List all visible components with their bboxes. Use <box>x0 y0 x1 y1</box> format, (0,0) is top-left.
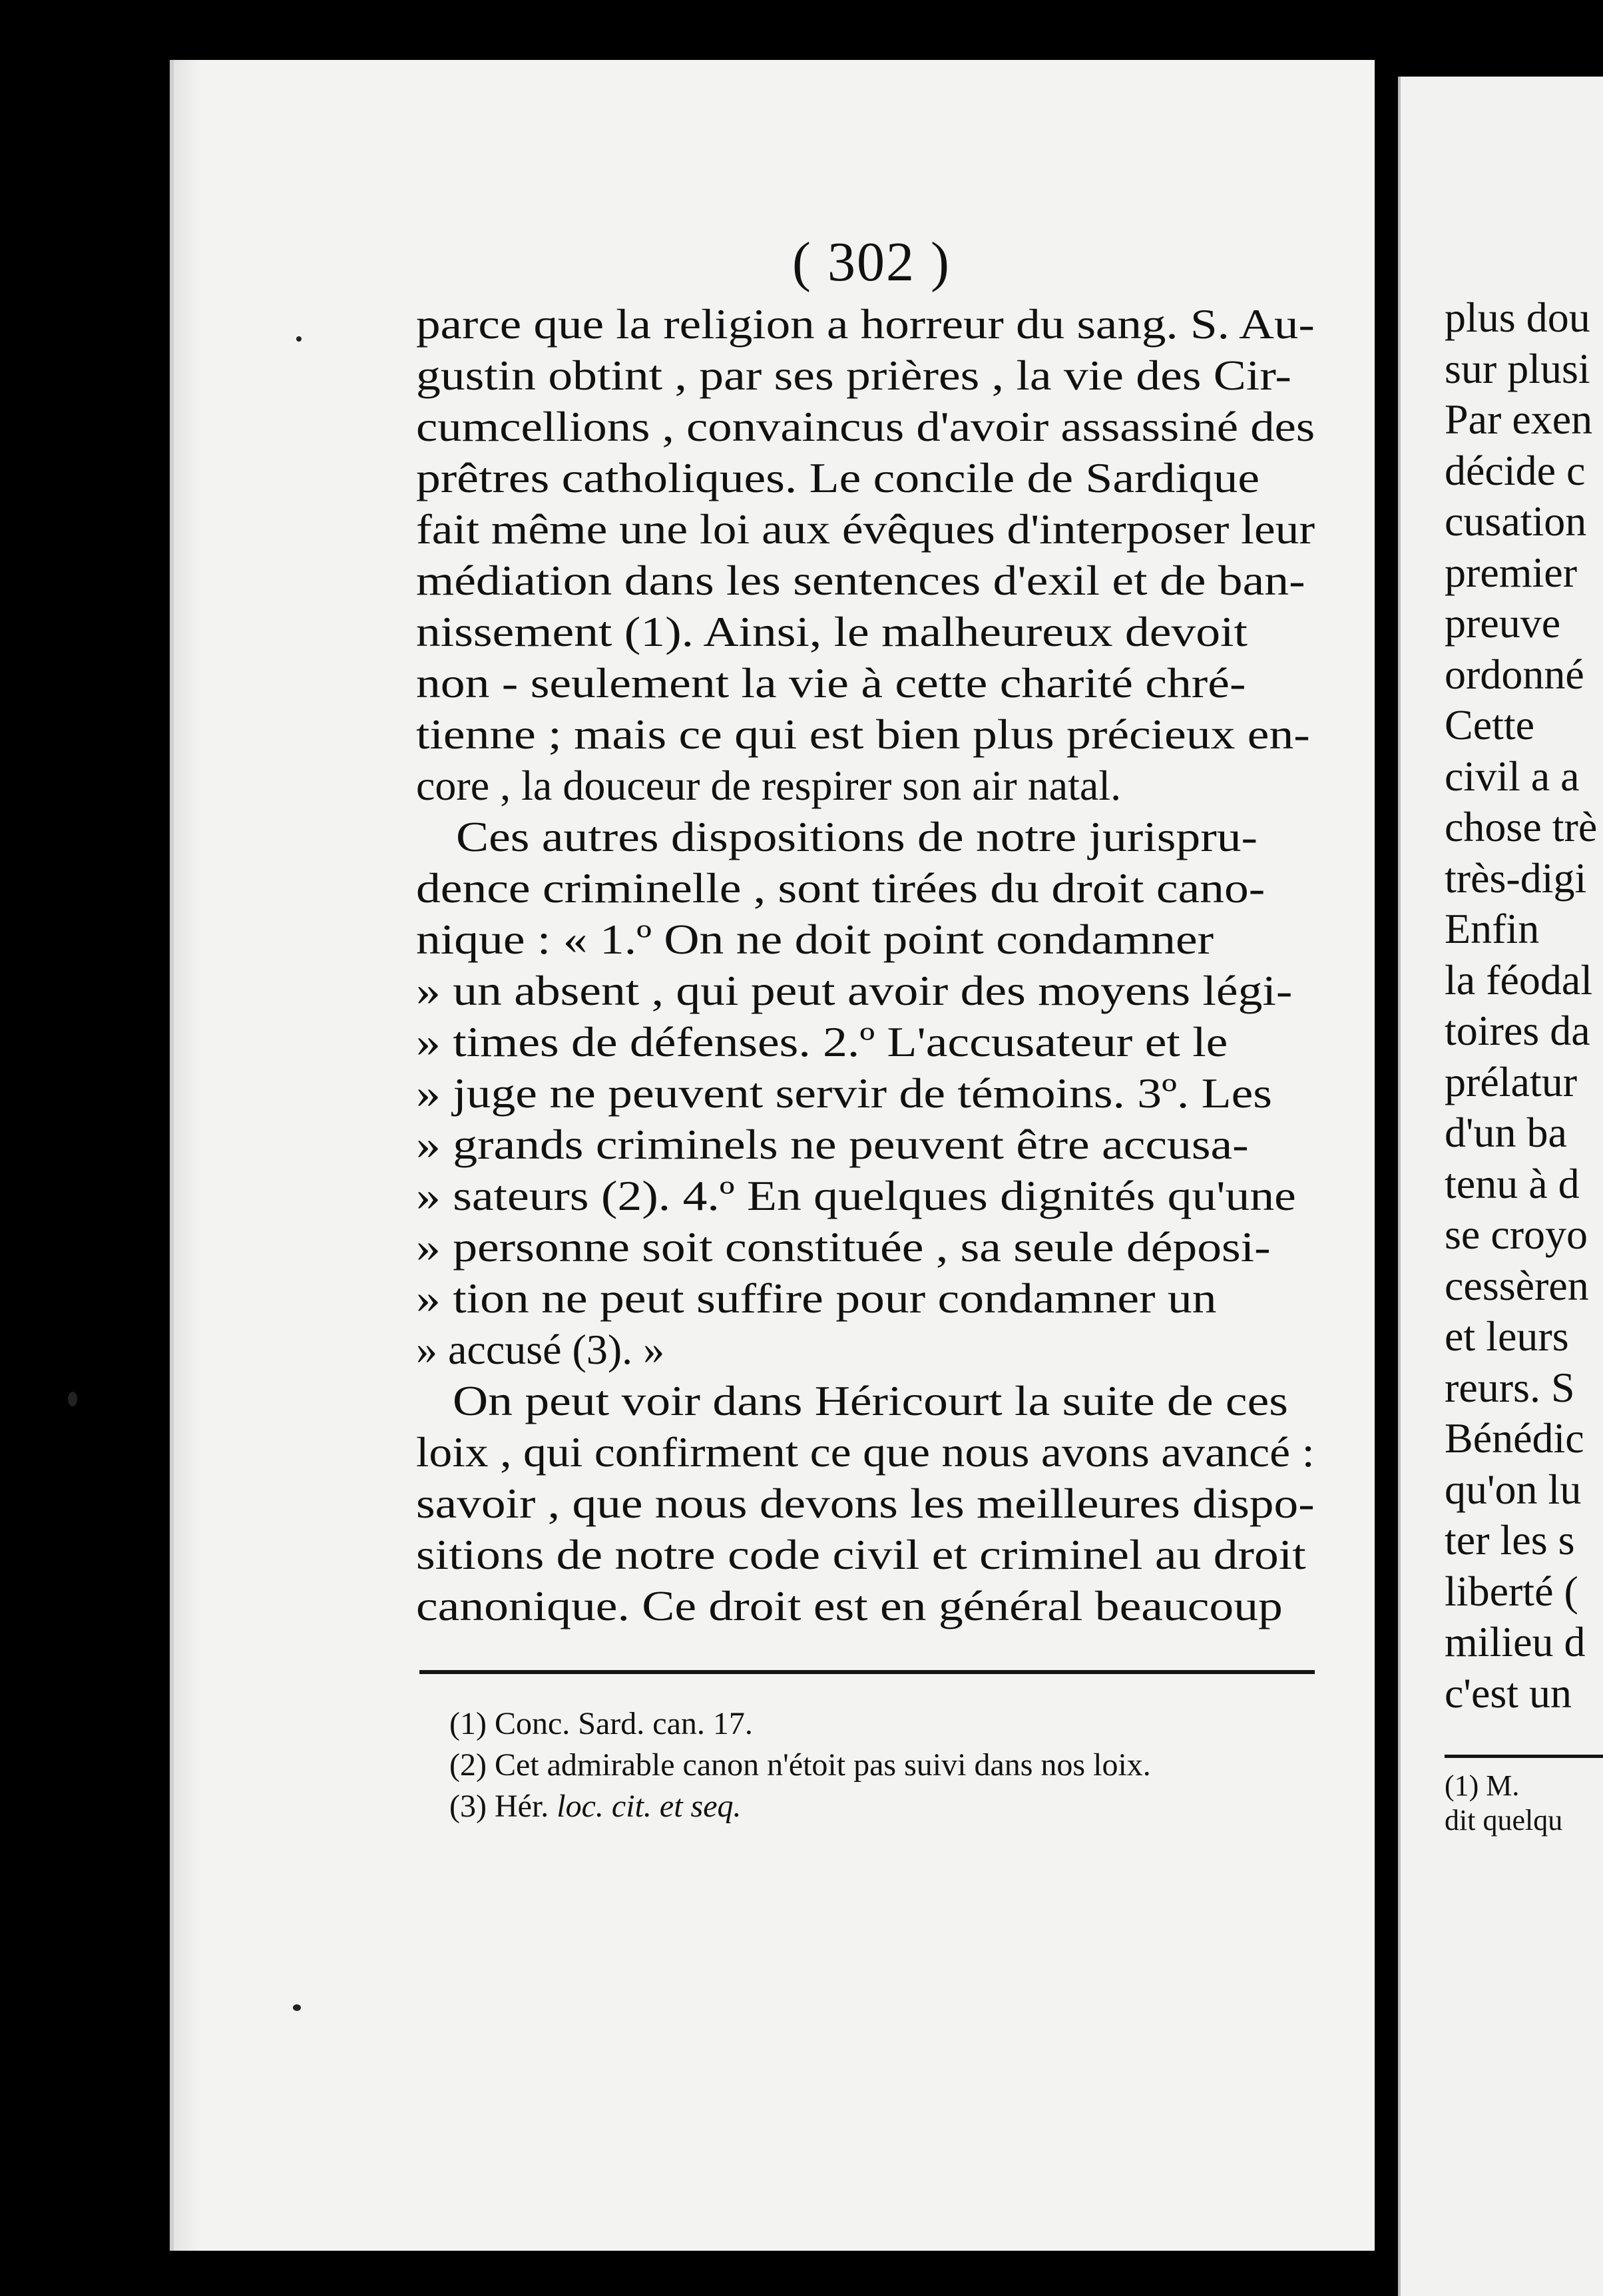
right-text-line: liberté ( <box>1445 1567 1578 1615</box>
right-text-line: cessèren <box>1445 1261 1589 1309</box>
text-line: canonique. Ce droit est en général beaucoup <box>416 1582 1283 1629</box>
right-page-body-text <box>1445 296 1603 1761</box>
right-text-line: Enfin <box>1445 905 1540 952</box>
footnote <box>449 1749 1151 1781</box>
text-line: cumcellions , convaincus d'avoir assassiné des <box>416 403 1315 450</box>
footnote-separator-rule <box>419 1670 1315 1674</box>
text-line: fait même une loi aux évêques d'interposer leur <box>416 505 1315 553</box>
right-text-line: milieu d <box>1445 1618 1586 1665</box>
text-line: » un absent , qui peut avoir des moyens légi- <box>416 967 1293 1014</box>
footnote <box>449 1791 742 1823</box>
text-line: » grands criminels ne peuvent être accusa- <box>416 1121 1249 1168</box>
text-line: prêtres catholiques. Le concile de Sardique <box>416 454 1260 501</box>
right-text-line: d'un ba <box>1445 1109 1567 1156</box>
text-line: savoir , que nous devons les meilleures dispo- <box>416 1480 1315 1527</box>
text-line: » times de défenses. 2.º L'accusateur et le <box>416 1018 1228 1065</box>
right-text-line: ordonné <box>1445 650 1584 698</box>
footnote-number: (3) <box>449 1789 495 1824</box>
text-line: nissement (1). Ainsi, le malheureux devoit <box>416 608 1248 655</box>
footnote-number: (1) <box>449 1706 495 1741</box>
right-text-line: sur plusi <box>1445 344 1590 392</box>
right-text-line: décide c <box>1445 446 1586 494</box>
right-text-line: cusation <box>1445 497 1587 545</box>
right-footnote-line: dit quelqu <box>1445 1804 1563 1837</box>
text-line: sitions de notre code civil et criminel au droit <box>416 1531 1306 1578</box>
footnote-number: (2) <box>449 1747 495 1783</box>
right-text-line: premier <box>1445 548 1577 596</box>
right-text-line: et leurs <box>1445 1312 1569 1360</box>
right-text-line: très-digi <box>1445 854 1587 902</box>
right-text-line: se croyo <box>1445 1211 1588 1258</box>
text-line: On peut voir dans Héricourt la suite de ces <box>453 1377 1288 1424</box>
ink-speck <box>296 336 302 342</box>
text-line: » juge ne peuvent servir de témoins. 3º. Les <box>416 1069 1272 1117</box>
right-text-line: Bénédic <box>1445 1414 1584 1462</box>
footnotes <box>449 1708 1328 1881</box>
text-line: core , la douceur de respirer son air natal. <box>416 762 1122 809</box>
ink-speck <box>68 1392 77 1406</box>
right-text-line: toires da <box>1445 1007 1590 1054</box>
right-footnote-line: (1) M. <box>1445 1771 1520 1802</box>
text-line: médiation dans les sentences d'exil et de ban- <box>416 557 1305 604</box>
footnote-text: Conc. Sard. can. 17. <box>494 1706 753 1741</box>
footnote-text: Hér. <box>494 1789 549 1824</box>
page-number: ( 302 ) <box>792 231 951 293</box>
right-text-line: preuve <box>1445 599 1561 647</box>
text-line: parce que la religion a horreur du sang. S. Au- <box>416 300 1315 348</box>
text-line: Ces autres dispositions de notre jurispru- <box>456 813 1258 860</box>
right-page-footnotes <box>1445 1771 1603 1845</box>
text-line: dence criminelle , sont tirées du droit cano- <box>416 864 1265 912</box>
text-line: gustin obtint , par ses prières , la vie des Cir- <box>416 352 1291 399</box>
right-text-line: c'est un <box>1445 1669 1572 1717</box>
ink-speck <box>293 2004 301 2011</box>
text-line: » personne soit constituée , sa seule déposi- <box>416 1223 1271 1271</box>
text-line: tienne ; mais ce qui est bien plus précieux en- <box>416 711 1310 758</box>
right-text-line: Par exen <box>1445 396 1593 443</box>
footnote-text: Cet admirable canon n'étoit pas suivi dans nos loix. <box>494 1747 1151 1783</box>
footnote <box>449 1708 753 1740</box>
right-text-line: qu'on lu <box>1445 1465 1582 1513</box>
right-footnote-separator-rule <box>1445 1755 1603 1758</box>
main-body-text <box>416 300 1335 1635</box>
footnote-italic-text: loc. cit. et seq. <box>557 1789 742 1824</box>
text-line: » tion ne peut suffire pour condamner un <box>416 1275 1217 1322</box>
right-text-line: prélatur <box>1445 1057 1577 1105</box>
right-text-line: la féodal <box>1445 956 1593 1004</box>
text-line: » accusé (3). » <box>416 1326 665 1373</box>
text-line: nique : « 1.º On ne doit point condamner <box>416 916 1214 963</box>
text-line: loix , qui confirment ce que nous avons avancé : <box>416 1428 1315 1476</box>
right-text-line: ter les s <box>1445 1516 1575 1564</box>
right-text-line: tenu à d <box>1445 1159 1580 1207</box>
right-text-line: plus dou <box>1445 296 1590 341</box>
right-text-line: reurs. S <box>1445 1363 1575 1411</box>
right-text-line: chose trè <box>1445 803 1598 850</box>
right-text-line: Cette <box>1445 701 1535 748</box>
text-line: » sateurs (2). 4.º En quelques dignités qu'une <box>416 1172 1296 1219</box>
text-line: non - seulement la vie à cette charité chré- <box>416 659 1246 707</box>
right-text-line: civil a a <box>1445 752 1580 800</box>
